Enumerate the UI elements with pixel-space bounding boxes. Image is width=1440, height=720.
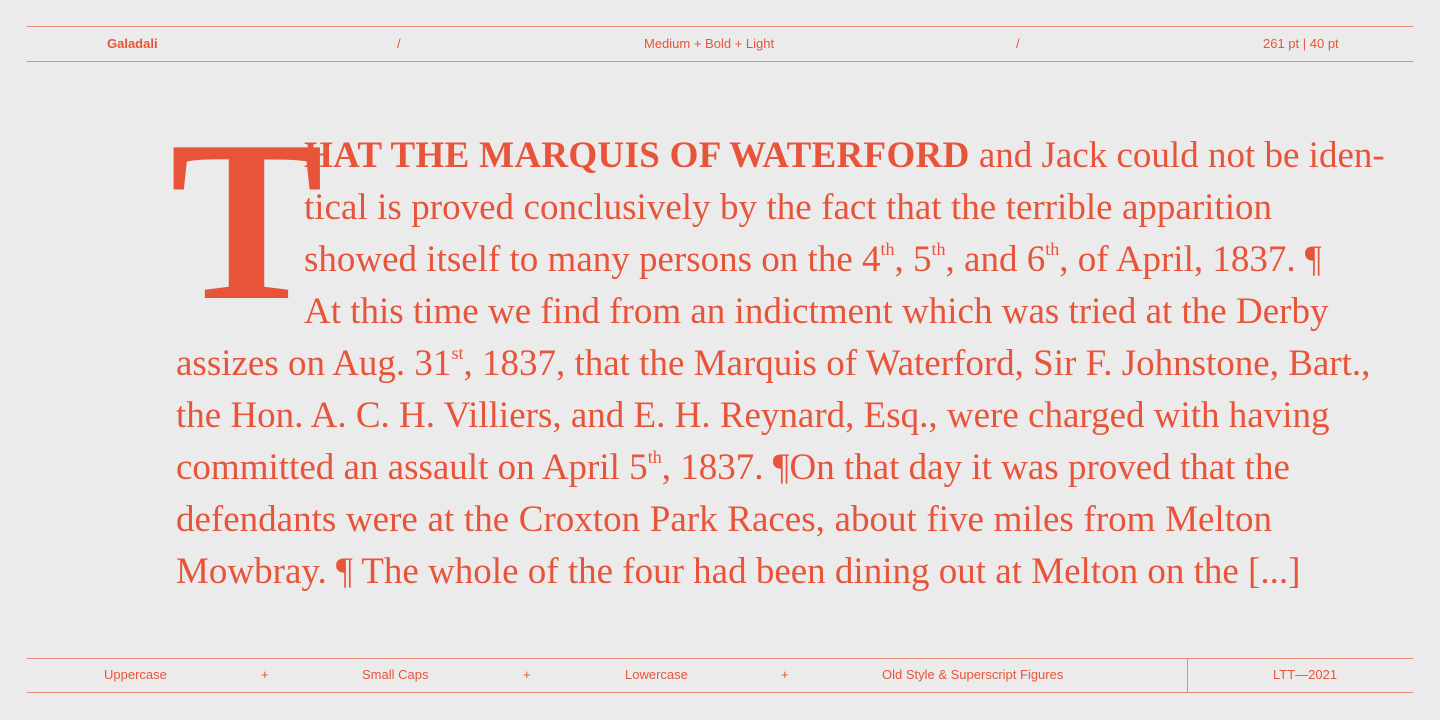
text-line-4: At this time we find from an indictment which was tried at the Derby [304,291,1329,332]
top-rule-lower [27,61,1413,62]
text-line-8: defendants were at the Croxton Park Races, about five miles from Melton [176,499,1272,540]
footer-plus: + [261,667,269,682]
feature-small-caps: Small Caps [362,667,429,682]
drop-cap: T [170,93,324,348]
text-line-1: HAT THE MARQUIS OF WATERFORD and Jack could not be iden- [304,135,1385,176]
header-separator: / [397,36,401,51]
text-line-9: Mowbray. ¶ The whole of the four had been dining out at Melton on the [...] [176,551,1301,592]
text-line-7: committed an assault on April 5th, 1837. ¶On that day it was proved that the [176,447,1290,488]
footer-divider [1187,658,1188,693]
footer-plus: + [781,667,789,682]
text-line-3: showed itself to many persons on the 4th, 5th, and 6th, of April, 1837. ¶ [304,239,1322,280]
feature-lowercase: Lowercase [625,667,688,682]
top-rule-upper [27,26,1413,27]
bottom-rule-upper [27,658,1413,659]
credit-label: LTT—2021 [1273,667,1338,682]
feature-uppercase: Uppercase [104,667,167,682]
footer-plus: + [523,667,531,682]
bold-lead: HAT THE MARQUIS OF WATERFORD [304,135,970,176]
sizes-label: 261 pt | 40 pt [1263,36,1339,51]
weights-label: Medium + Bold + Light [644,36,775,51]
font-name: Galadali [107,36,158,51]
feature-figures: Old Style & Superscript Figures [882,667,1064,682]
text-line-2: tical is proved conclusively by the fact that the terrible apparition [304,187,1272,228]
text-line-5: assizes on Aug. 31st, 1837, that the Marquis of Waterford, Sir F. Johnstone, Bart., [176,343,1371,384]
specimen-text [170,93,1385,598]
bottom-rule-lower [27,692,1413,693]
header-separator: / [1016,36,1020,51]
text-line-6: the Hon. A. C. H. Villiers, and E. H. Reynard, Esq., were charged with having [176,395,1330,436]
